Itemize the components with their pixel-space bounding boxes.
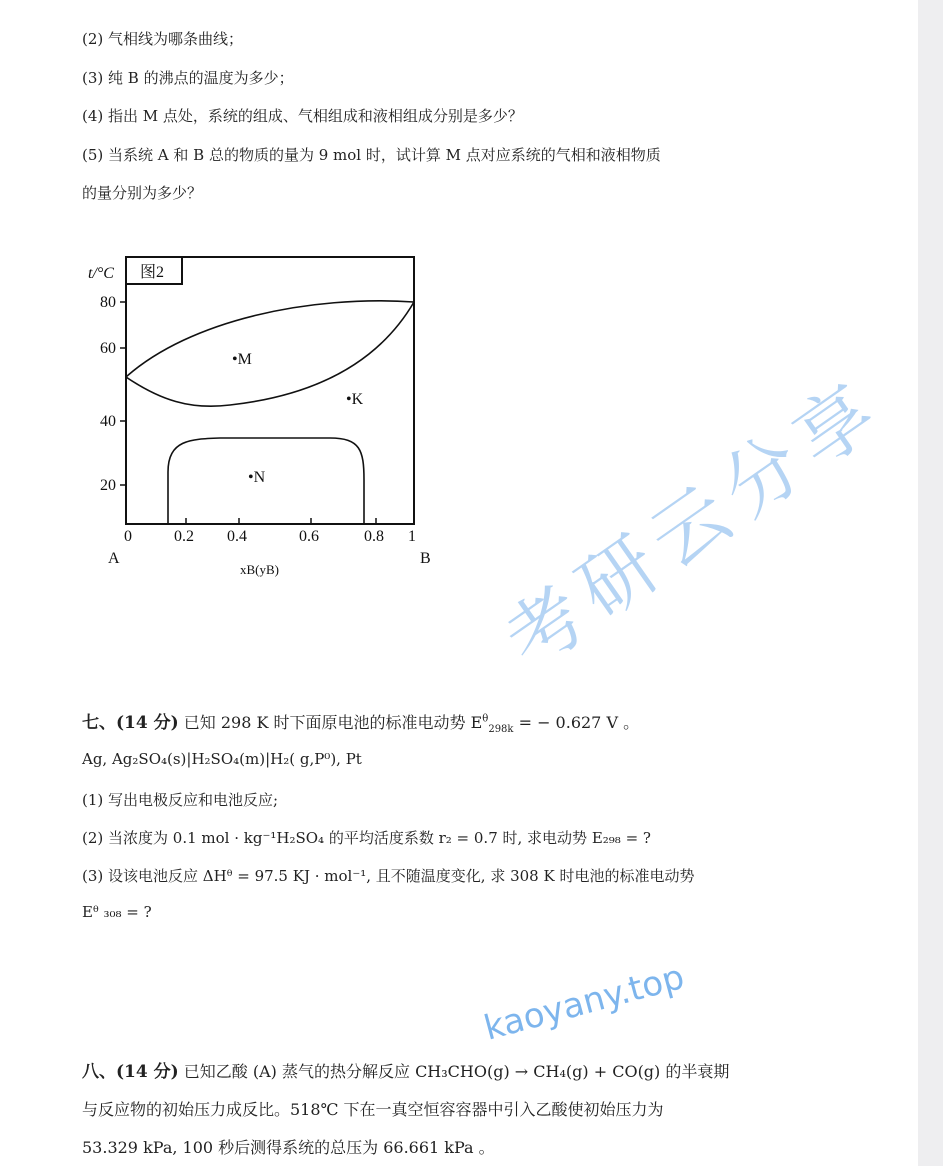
x-tick: 0.8 [364,528,384,545]
phase-diagram [80,250,440,580]
section-8-heading [82,1057,729,1082]
component-b-label: B [420,550,431,567]
solubility-curve [168,438,364,524]
question-7-2: (2) 当浓度为 0.1 mol · kg⁻¹H₂SO₄ 的平均活度系数 r₂ = 0.7 时, 求电动势 E₂₉₈ = ? [82,829,651,847]
axis-ticks [120,302,376,524]
y-tick: 80 [100,294,116,311]
section-number: 八、(14 分) [82,1062,179,1082]
question-6-3: (3) 纯 B 的沸点的温度为多少； [82,69,294,87]
x-tick: 0.4 [227,528,247,545]
point-n: •N [248,469,266,486]
e-sup: θ [482,713,489,725]
section-8-line-2: 与反应物的初始压力成反比。518℃ 下在一真空恒容容器中引入乙酸使初始压力为 [82,1100,664,1119]
component-a-label: A [108,550,120,567]
point-m: •M [232,351,252,368]
x-tick: 1 [408,528,416,545]
question-7-1: (1) 写出电极反应和电池反应; [82,791,279,809]
question-7-3: (3) 设该电池反应 ΔHᶿ = 97.5 KJ · mol⁻¹, 且不随温度变化, 求 308 K 时电池的标准电动势 [82,867,695,885]
x-axis-label: xB(yB) [240,562,279,577]
y-axis-label: t/°C [88,265,114,282]
y-tick: 20 [100,477,116,494]
vapor-curve [126,301,414,377]
question-6-5-cont: 的量分别为多少？ [82,184,203,202]
section-number: 七、(14 分) [82,713,179,733]
right-margin [918,0,943,1166]
heading-text: 已知 298 K 时下面原电池的标准电动势 E [183,713,483,732]
y-tick: 60 [100,340,116,357]
cell-notation: Ag, Ag₂SO₄(s)|H₂SO₄(m)|H₂( g,P⁰), Pt [82,750,362,768]
figure-title: 图2 [140,264,165,281]
liquid-curve [126,302,414,406]
section-8-line-3: 53.329 kPa, 100 秒后测得系统的总压为 66.661 kPa 。 [82,1138,495,1157]
question-6-4: (4) 指出 M 点处，系统的组成、气相组成和液相组成分别是多少？ [82,107,523,125]
question-6-5: (5) 当系统 A 和 B 总的物质的量为 9 mol 时，试计算 M 点对应系统的气相和液相物质 [82,146,661,164]
e-value: = − 0.627 V 。 [513,713,640,732]
point-k: •K [346,391,364,408]
question-6-2: (2) 气相线为哪条曲线； [82,30,244,48]
e-sub: 298k [488,724,514,736]
watermark-url: kaoyany.top [480,956,689,1049]
section-8-line-1: 已知乙酸 (A) 蒸气的热分解反应 CH₃CHO(g) → CH₄(g) + CO(g) 的半衰期 [183,1062,730,1081]
x-tick: 0 [124,528,132,545]
x-tick: 0.6 [299,528,319,545]
watermark-text: 考研云分享 [489,360,901,687]
question-7-3-cont: Eᶿ ₃₀₈ = ? [82,903,152,921]
section-7-heading [82,708,639,735]
y-tick: 40 [100,413,116,430]
x-tick: 0.2 [174,528,194,545]
plot-frame [126,257,414,524]
